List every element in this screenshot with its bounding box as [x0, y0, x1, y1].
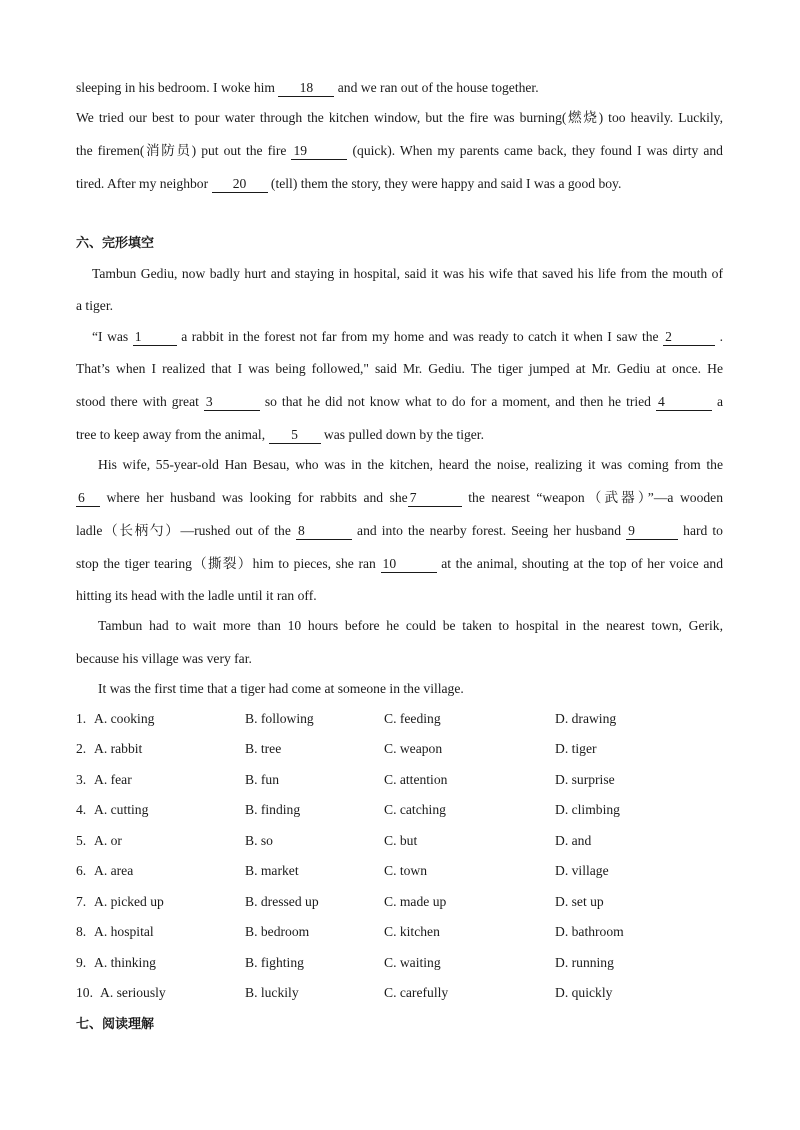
option-c[interactable]: C. kitchen [384, 924, 440, 939]
option-d[interactable]: D. climbing [555, 802, 620, 817]
option-b[interactable]: B. fighting [245, 955, 304, 970]
text-run: sleeping in his bedroom. I woke him [76, 80, 279, 95]
question-number: 9. [76, 955, 87, 970]
option-b[interactable]: B. dressed up [245, 894, 319, 909]
passage-line [92, 327, 723, 347]
passage-line: That’s when I realized that I was being followed," said Mr. Gediu. The tiger jumped at Mr. Gediu at once. He [76, 361, 723, 376]
option-b[interactable]: B. market [245, 863, 299, 878]
passage-line [76, 78, 539, 98]
text-run: at the animal, shouting at the top of her voice and [441, 556, 723, 571]
passage-line: His wife, 55-year-old Han Besau, who was in the kitchen, heard the noise, realizing it was coming from the [98, 457, 723, 472]
passage-line: We tried our best to pour water through the kitchen window, but the fire was burning(燃烧) too heavily. Luckily, [76, 110, 723, 125]
option-c[interactable]: C. carefully [384, 985, 449, 1000]
question-number: 8. [76, 924, 87, 939]
question-number: 6. [76, 863, 87, 878]
question-number: 4. [76, 802, 87, 817]
text-run: the firemen(消防员) put out the fire [76, 143, 292, 158]
question-options-row [76, 739, 736, 759]
answer-blank-10: 10 [381, 556, 437, 573]
text-run: stop the tiger tearing（撕裂）him to pieces, she ran [76, 556, 381, 571]
passage-line: a tiger. [76, 298, 113, 313]
passage-line: Tambun Gediu, now badly hurt and staying in hospital, said it was his wife that saved his life from the mouth of [92, 266, 723, 281]
option-c[interactable]: C. feeding [384, 711, 441, 726]
section-heading-reading: 七、阅读理解 [76, 1017, 155, 1032]
answer-blank-8: 8 [296, 523, 352, 540]
option-c[interactable]: C. attention [384, 772, 448, 787]
text-run: stood there with great [76, 394, 204, 409]
text-run: hard to [683, 523, 723, 538]
answer-blank-5: 5 [269, 427, 321, 444]
option-d[interactable]: D. quickly [555, 985, 613, 1000]
option-b[interactable]: B. bedroom [245, 924, 310, 939]
passage-line [76, 392, 723, 412]
option-d[interactable]: D. village [555, 863, 609, 878]
text-run: and we ran out of the house together. [334, 80, 539, 95]
text-run: a [716, 394, 723, 409]
question-number: 3. [76, 772, 87, 787]
text-run: . [719, 329, 723, 344]
option-c[interactable]: C. town [384, 863, 428, 878]
option-a[interactable]: A. fear [94, 772, 132, 787]
passage-line: Tambun had to wait more than 10 hours before he could be taken to hospital in the nearest town, Gerik, [98, 618, 723, 633]
option-a[interactable]: A. thinking [94, 955, 156, 970]
answer-blank-19: 19 [291, 143, 347, 160]
passage-line: because his village was very far. [76, 651, 252, 666]
answer-blank-4: 4 [656, 394, 712, 411]
option-d[interactable]: D. and [555, 833, 592, 848]
option-d[interactable]: D. set up [555, 894, 604, 909]
text-run: where her husband was looking for rabbits and she [106, 490, 408, 505]
question-number: 10. [76, 985, 93, 1000]
option-b[interactable]: B. fun [245, 772, 279, 787]
option-a[interactable]: A. rabbit [94, 741, 143, 756]
option-b[interactable]: B. finding [245, 802, 301, 817]
question-options-row [76, 709, 736, 729]
option-a[interactable]: A. seriously [100, 985, 166, 1000]
question-options-row [76, 831, 736, 851]
passage-line [76, 141, 723, 161]
text-run: (quick). When my parents came back, they found I was dirty and [352, 143, 723, 158]
option-b[interactable]: B. so [245, 833, 273, 848]
answer-blank-7: 7 [408, 490, 462, 507]
option-d[interactable]: D. running [555, 955, 614, 970]
text-run: tree to keep away from the animal, [76, 427, 269, 442]
text-run: was pulled down by the tiger. [320, 427, 484, 442]
option-c[interactable]: C. made up [384, 894, 447, 909]
passage-line [76, 488, 723, 508]
text-run: and into the nearby forest. Seeing her husband [357, 523, 627, 538]
answer-blank-6: 6 [76, 490, 100, 507]
question-number: 1. [76, 711, 87, 726]
passage-line [76, 425, 484, 445]
question-options-row [76, 922, 736, 942]
text-run: a rabbit in the forest not far from my home and was ready to catch it when I saw the [181, 329, 664, 344]
option-a[interactable]: A. cutting [94, 802, 149, 817]
question-options-row [76, 861, 736, 881]
option-d[interactable]: D. drawing [555, 711, 617, 726]
option-a[interactable]: A. or [94, 833, 122, 848]
question-options-row [76, 770, 736, 790]
option-b[interactable]: B. following [245, 711, 314, 726]
text-run: ladle（长柄勺）—rushed out of the [76, 523, 296, 538]
answer-blank-2: 2 [663, 329, 715, 346]
text-run: so that he did not know what to do for a moment, and then he tried [264, 394, 656, 409]
option-c[interactable]: C. weapon [384, 741, 443, 756]
option-a[interactable]: A. area [94, 863, 134, 878]
passage-line [76, 554, 723, 574]
question-number: 2. [76, 741, 87, 756]
question-options-row [76, 983, 736, 1003]
section-heading-cloze: 六、完形填空 [76, 236, 155, 251]
text-run: “I was [92, 329, 133, 344]
question-options-row [76, 892, 736, 912]
option-d[interactable]: D. surprise [555, 772, 615, 787]
option-c[interactable]: C. but [384, 833, 418, 848]
passage-line: hitting its head with the ladle until it ran off. [76, 588, 317, 603]
question-options-row [76, 800, 736, 820]
answer-blank-18: 18 [278, 80, 334, 97]
passage-line: It was the first time that a tiger had come at someone in the village. [98, 681, 464, 696]
option-b[interactable]: B. luckily [245, 985, 299, 1000]
option-a[interactable]: A. cooking [94, 711, 155, 726]
question-number: 5. [76, 833, 87, 848]
text-run: (tell) them the story, they were happy and said I was a good boy. [267, 176, 622, 191]
text-run: tired. After my neighbor [76, 176, 212, 191]
option-a[interactable]: A. picked up [94, 894, 164, 909]
passage-line [76, 174, 621, 194]
answer-blank-20: 20 [212, 176, 268, 193]
option-c[interactable]: C. waiting [384, 955, 441, 970]
passage-line [76, 521, 723, 541]
text-run: the nearest “weapon（武器）”—a wooden [468, 490, 723, 505]
option-c[interactable]: C. catching [384, 802, 446, 817]
question-options-row [76, 953, 736, 973]
answer-blank-9: 9 [626, 523, 678, 540]
answer-blank-1: 1 [133, 329, 177, 346]
option-b[interactable]: B. tree [245, 741, 282, 756]
question-number: 7. [76, 894, 87, 909]
option-a[interactable]: A. hospital [94, 924, 154, 939]
answer-blank-3: 3 [204, 394, 260, 411]
option-d[interactable]: D. bathroom [555, 924, 624, 939]
option-d[interactable]: D. tiger [555, 741, 597, 756]
